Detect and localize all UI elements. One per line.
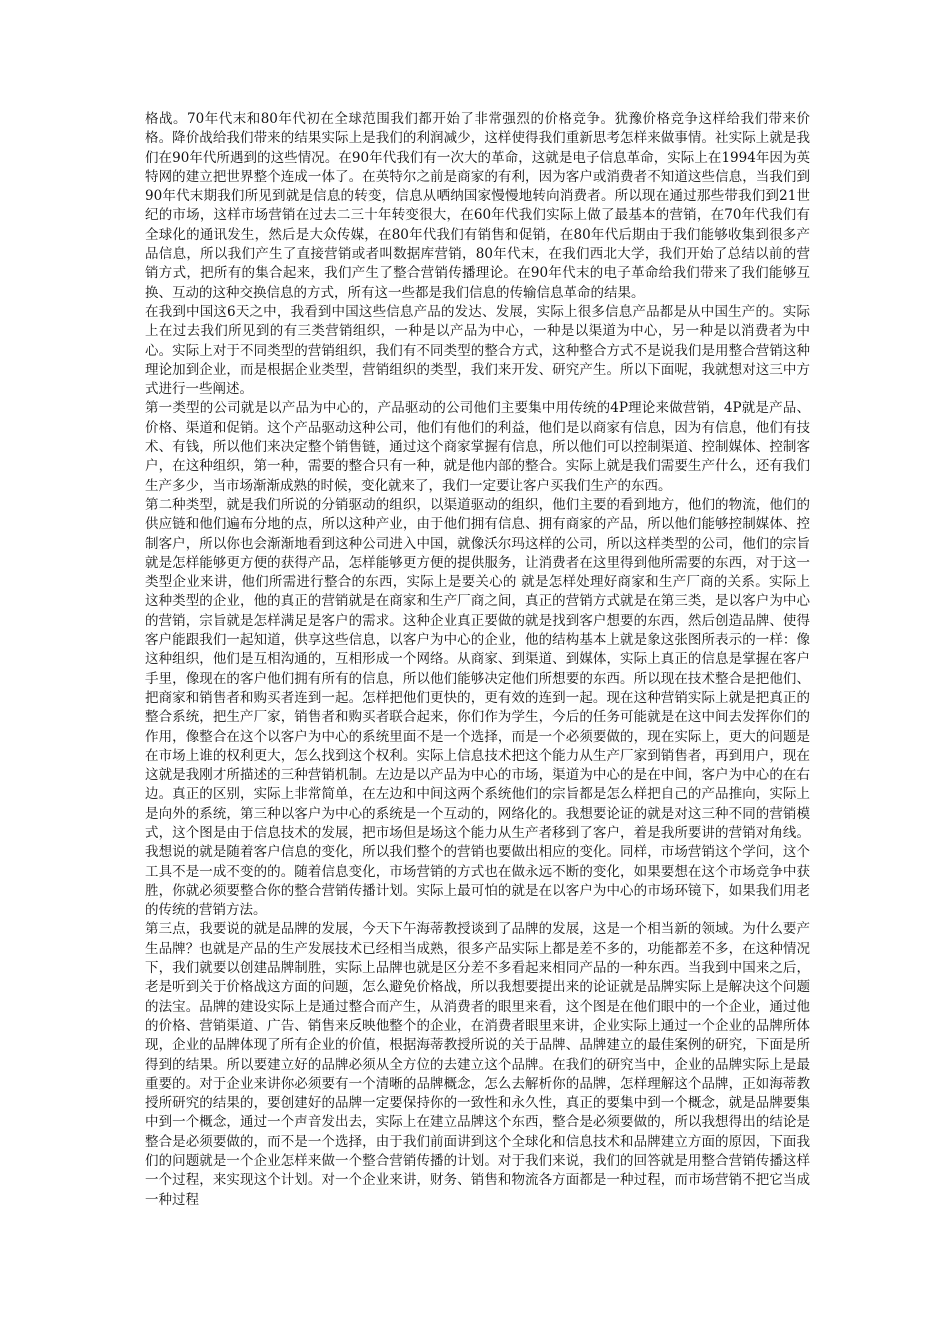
paragraph-product-driven: 第一类型的公司就是以产品为中心的，产品驱动的公司他们主要集中用传统的4P理论来做营销，4P就是产品、价格、渠道和促销。这个产品驱动这种公司，他们有他们的利益，他们是以商家有信息，因为有信息，他们有技术、有钱，所以他们来决定整个销售链，通过这个商家掌握有信息，所以他们可以控制渠道、控制媒体、控制客户，在这种组织，第一种，需要的整合只有一种，就是他内部的整合。实际上就是我们需要生产什么，还有我们生产多少，当市场渐渐成熟的时候，变化就来了，我们一定要让客户买我们生产的东西。 (145, 400, 810, 494)
paragraph-channel-driven: 第二种类型，就是我们所说的分销驱动的组织，以渠道驱动的组织，他们主要的看到地方，他们的物流，他们的供应链和他们遍布分地的点，所以这种产业，由于他们拥有信息、拥有商家的产品，所以他们能够控制媒体、控制客户，所以你也会渐渐地看到这种公司进入中国，就像沃尔玛这样的公司，所以这样类型的公司，他们的宗旨就是怎样能够更方便的获得产品，怎样能够更方便的提供服务，让消费者在这里得到他所需要的东西，对于这一类型企业来讲，他们所需进行整合的东西，实际上是要关心的 就是怎样处理好商家和生产厂商的关系。实际上这种类型的企业，他的真正的营销就是在商家和生产厂商之间，真正的营销方式就是在第三类，是以客户为中心的营销，宗旨就是怎样满足是客户的需求。这种企业真正要做的就是找到客户想要的东西，然后创造品牌、使得客户能跟我们一起知道，供享这些信息，以客户为中心的企业，他的结构基本上就是象这张图所表示的一样：像这种组织，他们是互相沟通的，互相形成一个网络。从商家、到渠道、到媒体，实际上真正的信息是掌握在客户手里，像现在的客户他们拥有所有的信息，所以他们能够决定他们所想要的东西。所以现在技术整合是把他们、把商家和销售者和购买者连到一起。怎样把他们更快的，更有效的连到一起。现在这种营销实际上就是把真正的整合系统，把生产厂家，销售者和购买者联合起来，你们作为学生，今后的任务可能就是在这中间去发挥你们的作用，像整合在这个以客户为中心的系统里面不是一个选择，而是一个必须要做的，现在实际上，更大的问题是在市场上谁的权利更大，怎么找到这个权利。实际上信息技术把这个能力从生产厂家到销售者，再到用户，现在这就是我刚才所描述的三种营销机制。左边是以产品为中心的市场，渠道为中心的是在中间，客户为中心的在右边。真正的区别，实际上非常简单，在左边和中间这两个系统他们的宗旨都是怎么样把自己的产品推向，实际上是向外的系统，第三种以客户为中心的系统是一个互动的，网络化的。我想要论证的就是对这三种不同的营销模式，这个图是由于信息技术的发展，把市场但是场这个能力从生产者移到了客户，着是我所要讲的营销对角线。我想说的就是随着客户信息的变化，所以我们整个的营销也要做出相应的变化。同样，市场营销这个学问，这个工具不是一成不变的的。随着信息变化，市场营销的方式也在做永远不断的变化，如果要想在这个市场竞争中获胜，你就必须要整合你的整合营销传播计划。实际上最可怕的就是在以客户为中心的市场环镜下，如果我们用老的传统的营销方法。 (145, 496, 810, 919)
paragraph-brand-development: 第三点，我要说的就是品牌的发展，今天下午海蒂教授谈到了品牌的发展，这是一个相当新的领域。为什么要产生品牌？也就是产品的生产发展技术已经相当成熟，很多产品实际上都是差不多的，功能都差不多，在这种情况下，我们就要以创建品牌制胜，实际上品牌也就是区分差不多看起来相同产品的一种东西。当我到中国来之后，老是听到关于价格战这方面的问题，怎么避免价格战，所以我想要提出来的论证就是品牌实际上是解决这个问题的法宝。品牌的建设实际上是通过整合而产生，从消费者的眼里来看，这个图是在他们眼中的一个企业，通过他的价格、营销渠道、广告、销售来反映他整个的企业，在消费者眼里来讲，企业实际上通过一个企业的品牌所体现，企业的品牌体现了所有企业的价值，根据海蒂教授所说的关于品牌、品牌建立的最佳案例的研究，下面是所得到的结果。所以要建立好的品牌必须从全方位的去建立这个品牌。在我们的研究当中，企业的品牌实际上是最重要的。对于企业来讲你必须要有一个清晰的品牌概念，怎么去解析你的品牌，怎样理解这个品牌，正如海蒂教授所研究的结果的，要创建好的品牌一定要保持你的一致性和永久性，真正的要集中到一个概念，就是品牌要集中到一个概念，通过一个声音发出去，实际上在建立品牌这个东西，整合是必须要做的，所以我想得出的结论是整合是必须要做的，而不是一个选择，由于我们前面讲到这个全球化和信息技术和品牌建立方面的原因，下面我们的问题就是一个企业怎样来做一个整合营销传播的计划。对于我们来说，我们的回答就是用整合营销传播这样一个过程，来实现这个计划。对一个企业来讲，财务、销售和物流各方面都是一种过程，而市场营销不把它当成一种过程 (145, 921, 810, 1208)
paragraph-price-war-history: 格战。70年代末和80年代初在全球范围我们都开始了非常强烈的价格竞争。犹豫价格竞争这样给我们带来价格。降价战给我们带来的结果实际上是我们的利润减少，这样使得我们重新思考怎样来做事情。社实际上就是我们在90年代所遇到的这些情况。在90年代我们有一次大的革命，这就是电子信息革命，实际上在1994年因为英特网的建立把世界整个连成一体了。在英特尔之前是商家的有利，因为客户或消费者不知道这些信息，当我们到90年代末期我们所见到就是信息的转变，信息从哂纳国家慢慢地转向消费者。所以现在通过那些带我们到21世纪的市场，这样市场营销在过去二三十年转变很大，在60年代我们实际上做了最基本的营销，在70年代我们有全球化的通讯发生，然后是大众传媒，在80年代我们有销售和促销，在80年代后期由于我们能够收集到很多产品信息，所以我们产生了直接营销或者叫数据库营销，80年代末，在我们西北大学，我们开始了总结以前的营销方式，把所有的集合起来，我们产生了整合营销传播理论。在90年代末的电子革命给我们带来了我们能够互换、互动的这种交换信息的方式，所有这一些都是我们信息的传输信息革命的结果。 (145, 111, 810, 301)
paragraph-three-organization-types: 在我到中国这6天之中，我看到中国这些信息产品的发达、发展，实际上很多信息产品都是从中国生产的。实际上在过去我们所见到的有三类营销组织，一种是以产品为中心，一种是以渠道为中心，另一种是以消费者为中心。实际上对于不同类型的营销组织，我们有不同类型的整合方式，这种整合方式不是说我们是用整合营销这种理论加到企业，而是根据企业类型，营销组织的类型，我们来开发、研究产生。所以下面呢，我就想对这三中方式进行一些阐述。 (145, 303, 810, 398)
document-page (145, 110, 810, 1210)
